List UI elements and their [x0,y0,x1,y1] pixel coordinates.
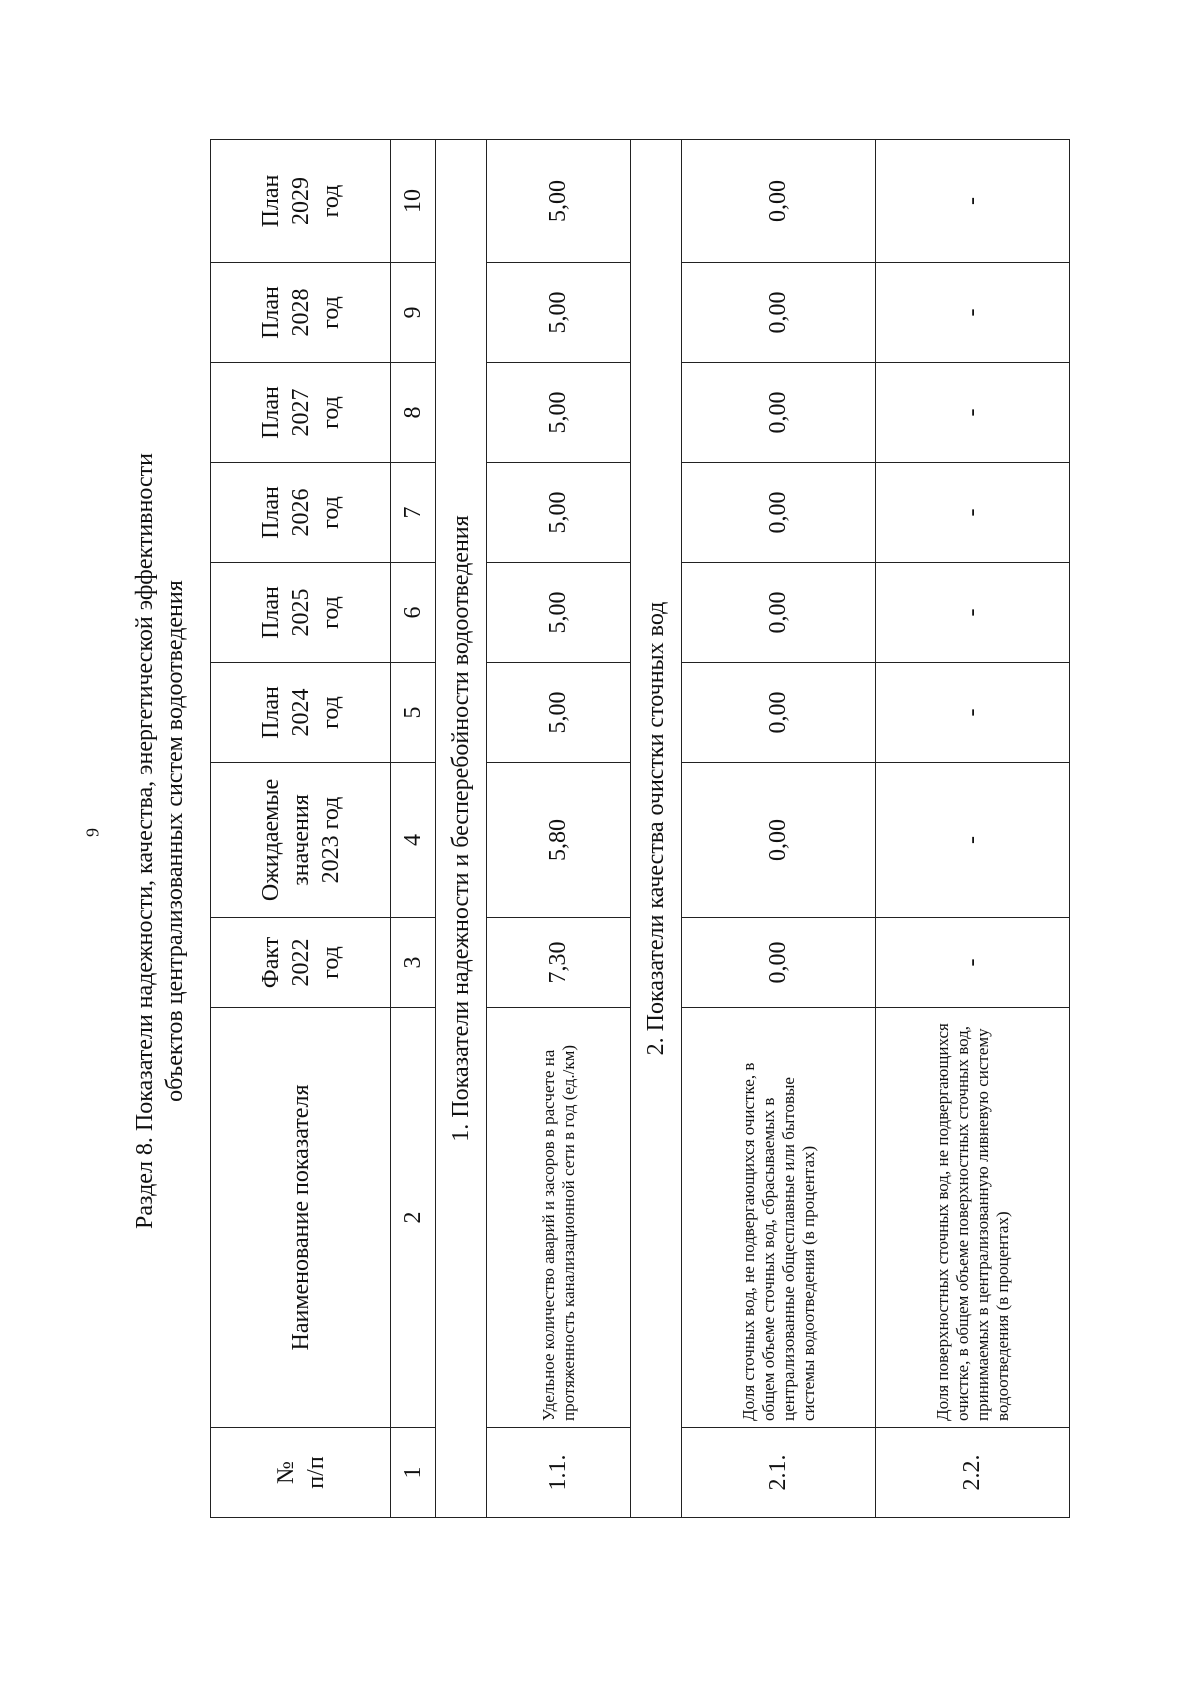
indicators-table [210,139,1070,1518]
column-number: 8 [391,363,436,463]
table-row [682,140,876,1518]
indicator-name: Доля поверхностных сточных вод, не подвергающихся очистке, в общем объеме поверхностных сточных вод, принимаемых в централизованную ливневую систему водоотведения (в процентах) [876,1008,1070,1428]
value-fact-2022: 0,00 [682,918,876,1008]
value-plan-2025: 5,00 [487,563,631,663]
section-title [130,76,200,1606]
column-number-row [391,140,436,1518]
value-plan-2025: 0,00 [682,563,876,663]
value-plan-2026: 0,00 [682,463,876,563]
value-plan-2026: 5,00 [487,463,631,563]
header-plan-2026: План 2026 год [211,463,391,563]
column-number: 5 [391,663,436,763]
header-plan-2028: План 2028 год [211,263,391,363]
value-plan-2026: - [876,463,1070,563]
table-row [487,140,631,1518]
column-number: 2 [391,1008,436,1428]
row-number: 2.2. [876,1428,1070,1518]
value-plan-2029: - [876,140,1070,263]
table-row [876,140,1070,1518]
value-plan-2028: 0,00 [682,263,876,363]
value-plan-2024: 5,00 [487,663,631,763]
header-num: № п/п [211,1428,391,1518]
value-fact-2022: - [876,918,1070,1008]
column-number: 3 [391,918,436,1008]
group-title: 2. Показатели качества очистки сточных вод [631,140,682,1518]
group-row [631,140,682,1518]
value-plan-2024: 0,00 [682,663,876,763]
page-number: 9 [82,828,103,837]
section-title-line2: объектов централизованных систем водоотведения [162,580,188,1102]
header-name: Наименование показателя [211,1008,391,1428]
column-number: 10 [391,140,436,263]
value-plan-2027: 5,00 [487,363,631,463]
value-plan-2027: 0,00 [682,363,876,463]
value-plan-2028: 5,00 [487,263,631,363]
column-number: 7 [391,463,436,563]
value-expected-2023: - [876,763,1070,918]
value-plan-2024: - [876,663,1070,763]
row-number: 2.1. [682,1428,876,1518]
column-number: 6 [391,563,436,663]
header-fact: Факт 2022 год [211,918,391,1008]
indicator-name: Удельное количество аварий и засоров в расчете на протяженность канализационной сети в год (ед./км) [487,1008,631,1428]
header-plan-2029: План 2029 год [211,140,391,263]
column-number: 4 [391,763,436,918]
value-expected-2023: 5,80 [487,763,631,918]
value-plan-2029: 5,00 [487,140,631,263]
header-plan-2024: План 2024 год [211,663,391,763]
column-number: 1 [391,1428,436,1518]
indicator-name: Доля сточных вод, не подвергающихся очистке, в общем объеме сточных вод, сбрасываемых в централизованные общесплавные или бытовые системы водоотведения (в процентах) [682,1008,876,1428]
value-expected-2023: 0,00 [682,763,876,918]
header-row [211,140,391,1518]
value-plan-2028: - [876,263,1070,363]
value-plan-2029: 0,00 [682,140,876,263]
value-plan-2027: - [876,363,1070,463]
value-fact-2022: 7,30 [487,918,631,1008]
group-row [436,140,487,1518]
header-plan-2027: План 2027 год [211,363,391,463]
group-title: 1. Показатели надежности и бесперебойности водоотведения [436,140,487,1518]
header-expected: Ожидаемые значения 2023 год [211,763,391,918]
rotated-content [130,76,1012,1606]
section-title-line1: Раздел 8. Показатели надежности, качества, энергетической эффективности [132,453,158,1229]
header-plan-2025: План 2025 год [211,563,391,663]
row-number: 1.1. [487,1428,631,1518]
value-plan-2025: - [876,563,1070,663]
column-number: 9 [391,263,436,363]
